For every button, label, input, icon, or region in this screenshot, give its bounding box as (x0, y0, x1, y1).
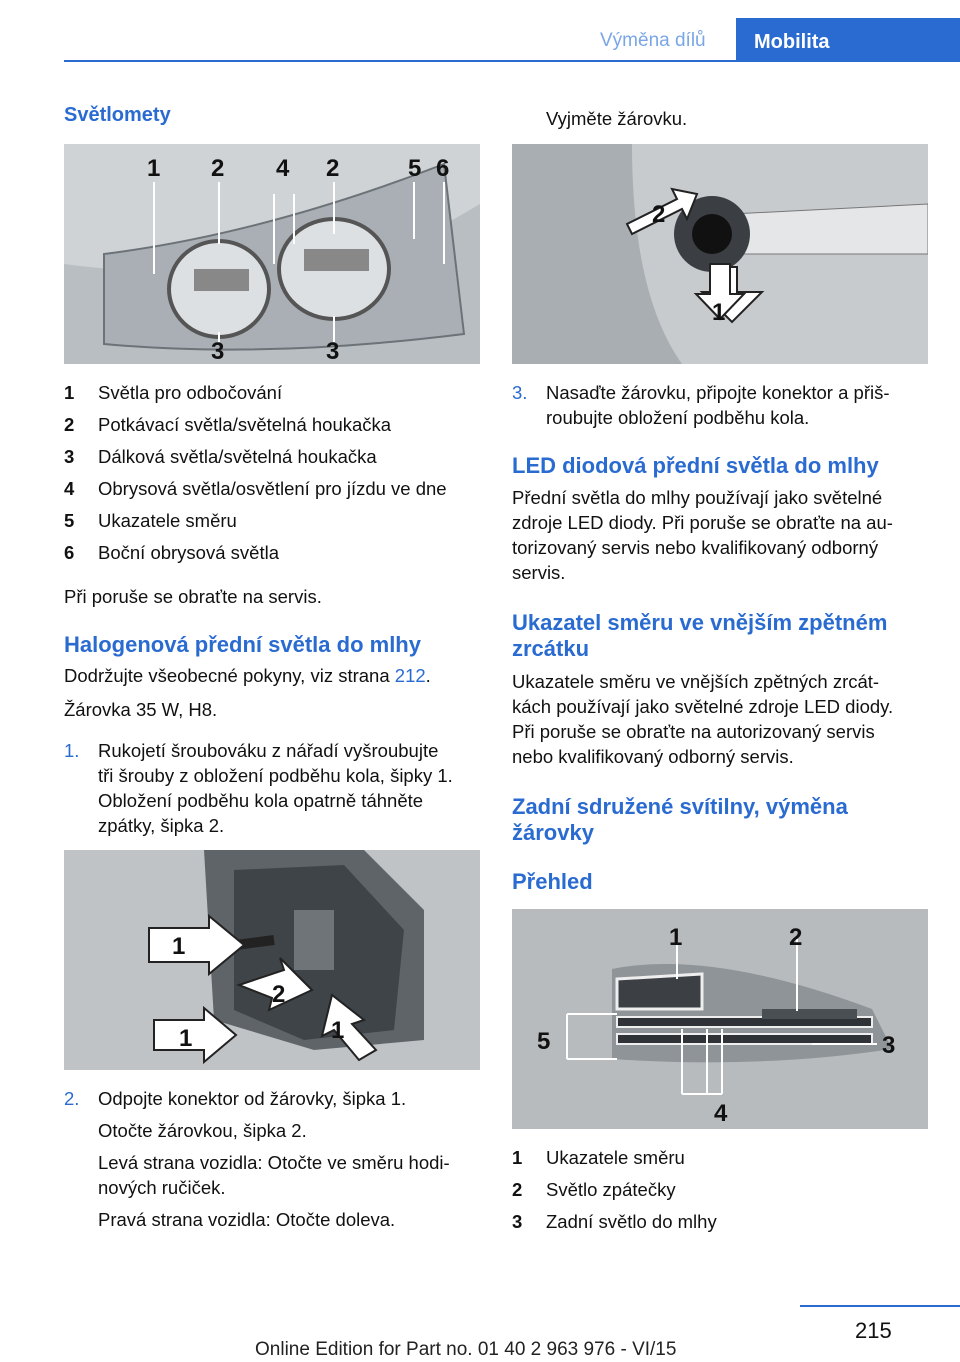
mirror-line: Ukazatele směru ve vnějších zpětných zrcát- (512, 671, 880, 692)
headlight-label: 5 (408, 155, 422, 182)
legend-label: Obrysová světla/osvětlení pro jízdu ve dne (98, 478, 447, 499)
mirror-heading: Ukazatel směru ve vnějším zpětném (512, 610, 888, 635)
page-number: 215 (855, 1318, 892, 1343)
legend-number: 4 (64, 478, 75, 499)
legend-number: 1 (64, 382, 75, 403)
led-line: Přední světla do mlhy používají jako světelné (512, 487, 883, 508)
legend-label: Zadní světlo do mlhy (546, 1211, 717, 1232)
legend-label: Boční obrysová světla (98, 542, 279, 563)
led-line: servis. (512, 562, 566, 583)
headlights-heading: Světlomety (64, 104, 171, 126)
headlight-label: 4 (276, 155, 290, 182)
section-title: Výměna dílů (600, 30, 706, 51)
edition-text: Online Edition for Part no. 01 40 2 963 976 - VI/15 (255, 1339, 677, 1360)
step-2-line: Otočte žárovkou, šipka 2. (98, 1120, 307, 1141)
overview-heading: Přehled (512, 869, 593, 894)
legend-number: 5 (64, 510, 75, 531)
header-rule (64, 60, 960, 62)
halogen-paragraph-1: Dodržujte všeobecné pokyny, viz strana 212. (64, 665, 431, 686)
step-1-line: Obložení podběhu kola opatrně táhněte (98, 790, 424, 811)
step-number: 2. (64, 1088, 80, 1109)
led-heading: LED diodová přední světla do mlhy (512, 453, 879, 478)
halogen-heading: Halogenová přední světla do mlhy (64, 632, 421, 657)
rear-heading: Zadní sdružené svítilny, výměna (512, 794, 848, 819)
legend-number: 2 (64, 414, 75, 435)
step-2-line: nových ručiček. (98, 1177, 226, 1198)
legend-label: Potkávací světla/světelná houkačka (98, 414, 392, 435)
mirror-heading: zrcátku (512, 636, 590, 661)
legend-label: Ukazatele směru (546, 1147, 685, 1168)
step-1-line: Rukojetí šroubováku z nářadí vyšroubujte (98, 740, 439, 761)
headlight-label: 1 (147, 155, 161, 182)
step-number: 1. (64, 740, 80, 761)
wheel-arch-figure (64, 850, 480, 1070)
mirror-line: nebo kvalifikovaný odborný servis. (512, 746, 794, 767)
legend-label: Ukazatele směru (98, 510, 237, 531)
bulb-label: 1 (712, 299, 726, 326)
step-2-line: Levá strana vozidla: Otočte ve směru hodi- (98, 1152, 450, 1173)
mirror-line: kách používají jako světelné zdroje LED diody. (512, 696, 894, 717)
legend-label: Světlo zpátečky (546, 1179, 676, 1200)
led-line: torizovaný servis nebo kvalifikovaný odborný (512, 537, 879, 558)
legend-number: 1 (512, 1147, 523, 1168)
wheel-arch-label: 1 (179, 1025, 193, 1052)
step-number: 3. (512, 382, 528, 403)
remove-bulb-text: Vyjměte žárovku. (546, 108, 688, 129)
taillight-label: 5 (537, 1028, 551, 1055)
halogen-paragraph-2: Žárovka 35 W, H8. (64, 699, 218, 720)
bulb-label: 2 (652, 201, 666, 228)
taillight-label: 1 (669, 924, 683, 951)
legend-number: 3 (64, 446, 75, 467)
page-link[interactable]: 212 (394, 665, 426, 686)
step-1-line: tři šrouby z obložení podběhu kola, šipky 1. (98, 765, 453, 786)
headlight-label: 6 (436, 155, 450, 182)
headlight-label: 2 (211, 155, 225, 182)
bulb-figure (512, 144, 928, 364)
step-3-line: roubujte obložení podběhu kola. (546, 407, 810, 428)
step-2-line: Odpojte konektor od žárovky, šipka 1. (98, 1088, 407, 1109)
wheel-arch-label: 2 (272, 981, 286, 1008)
headlight-label: 2 (326, 155, 340, 182)
legend-number: 3 (512, 1211, 523, 1232)
taillight-figure (512, 909, 928, 1129)
wheel-arch-label: 1 (172, 933, 186, 960)
legend-label: Světla pro odbočování (98, 382, 283, 403)
rear-heading: žárovky (512, 820, 594, 845)
legend-label: Dálková světla/světelná houkačka (98, 446, 377, 467)
headlight-label: 3 (326, 338, 340, 364)
headlight-label: 3 (211, 338, 225, 364)
step-1-line: zpátky, šipka 2. (98, 815, 225, 836)
step-2-line: Pravá strana vozidla: Otočte doleva. (98, 1209, 396, 1230)
fault-text: Při poruše se obraťte na servis. (64, 586, 322, 607)
taillight-label: 2 (789, 924, 803, 951)
step-3-line: Nasaďte žárovku, připojte konektor a přiš- (546, 382, 890, 403)
taillight-label: 3 (882, 1032, 896, 1059)
chapter-tab: Mobilita (736, 18, 960, 60)
led-line: zdroje LED diody. Při poruše se obraťte na au- (512, 512, 893, 533)
legend-number: 6 (64, 542, 75, 563)
headlight-figure (64, 144, 480, 364)
footer-rule (800, 1305, 960, 1307)
taillight-label: 4 (714, 1100, 728, 1127)
wheel-arch-label: 1 (331, 1017, 345, 1044)
mirror-line: Při poruše se obraťte na autorizovaný servis (512, 721, 875, 742)
legend-number: 2 (512, 1179, 523, 1200)
